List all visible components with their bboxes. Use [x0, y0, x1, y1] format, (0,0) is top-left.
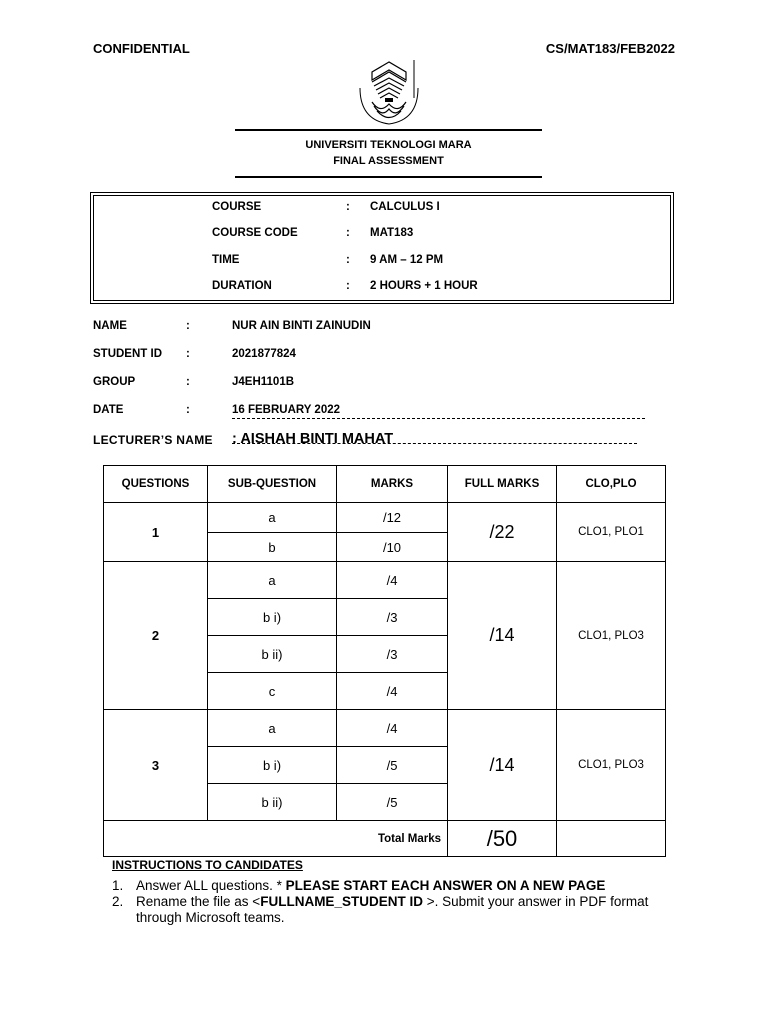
group-colon: :	[186, 376, 190, 388]
course-code-value: MAT183	[370, 227, 414, 239]
assessment-title: FINAL ASSESSMENT	[333, 155, 444, 167]
instruction-emphasis: PLEASE START EACH ANSWER ON A NEW PAGE	[285, 878, 606, 893]
clo-plo: CLO1, PLO3	[557, 710, 666, 821]
total-marks-value: /50	[448, 821, 557, 857]
duration-label: DURATION	[212, 280, 272, 292]
date-value: 16 FEBRUARY 2022	[232, 404, 341, 416]
time-label: TIME	[212, 254, 240, 266]
sub-question: c	[208, 673, 337, 710]
course-code-label: COURSE CODE	[212, 227, 298, 239]
sub-question: b ii)	[208, 784, 337, 821]
sub-marks: /12	[337, 503, 448, 533]
table-header-row	[104, 466, 666, 503]
total-row	[104, 821, 666, 857]
student-id-value: 2021877824	[232, 348, 296, 360]
lecturer-label: LECTURER’S NAME	[93, 433, 213, 447]
date-underline	[232, 418, 645, 419]
sub-question: b	[208, 533, 337, 562]
group-value: J4EH1101B	[232, 376, 295, 388]
name-value: NUR AIN BINTI ZAINUDIN	[232, 320, 371, 332]
sub-question: a	[208, 710, 337, 747]
header-confidential: CONFIDENTIAL	[93, 41, 190, 56]
header-questions: QUESTIONS	[104, 466, 208, 503]
title-rule-bottom	[235, 176, 542, 178]
header-paper-code: CS/MAT183/FEB2022	[545, 41, 675, 56]
student-id-label: STUDENT ID	[93, 348, 162, 360]
instructions-title: INSTRUCTIONS TO CANDIDATES	[112, 858, 303, 872]
time-colon: :	[346, 254, 350, 266]
instruction-text-cont: >. Submit your answer in PDF format	[422, 894, 649, 909]
total-empty-cell	[557, 821, 666, 857]
sub-question: a	[208, 562, 337, 599]
instruction-item	[112, 894, 648, 909]
sub-marks: /5	[337, 747, 448, 784]
full-marks: /22	[448, 503, 557, 562]
instruction-text: Answer ALL questions. *	[136, 878, 286, 893]
name-colon: :	[186, 320, 190, 332]
sub-marks: /10	[337, 533, 448, 562]
course-value: CALCULUS I	[370, 201, 440, 213]
date-label: DATE	[93, 404, 124, 416]
title-rule-top	[235, 129, 542, 131]
time-value: 9 AM – 12 PM	[370, 254, 444, 266]
sub-marks: /4	[337, 673, 448, 710]
instruction-number: 2.	[112, 894, 124, 909]
table-row	[104, 562, 666, 599]
lecturer-value: : AISHAH BINTI MAHAT	[232, 431, 394, 447]
course-colon: :	[346, 201, 350, 213]
student-id-colon: :	[186, 348, 190, 360]
instruction-item	[112, 878, 605, 893]
header-clo-plo: CLO,PLO	[557, 466, 666, 503]
clo-plo: CLO1, PLO3	[557, 562, 666, 710]
instruction-emphasis: FULLNAME_STUDENT ID	[260, 894, 423, 909]
sub-marks: /3	[337, 636, 448, 673]
instruction-number: 1.	[112, 878, 124, 893]
sub-question: b i)	[208, 599, 337, 636]
lecturer-underline	[232, 443, 637, 444]
full-marks: /14	[448, 710, 557, 821]
university-crest-icon	[358, 58, 420, 126]
sub-marks: /3	[337, 599, 448, 636]
table-row	[104, 710, 666, 747]
sub-question: b ii)	[208, 636, 337, 673]
sub-question: b i)	[208, 747, 337, 784]
course-code-colon: :	[346, 227, 350, 239]
instruction-text-line2: through Microsoft teams.	[136, 910, 285, 925]
course-label: COURSE	[212, 201, 262, 213]
university-name: UNIVERSITI TEKNOLOGI MARA	[305, 139, 472, 151]
question-number: 3	[104, 710, 208, 821]
sub-marks: /5	[337, 784, 448, 821]
total-marks-label: Total Marks	[104, 821, 448, 857]
full-marks: /14	[448, 562, 557, 710]
question-number: 1	[104, 503, 208, 562]
group-label: GROUP	[93, 376, 136, 388]
instruction-text: Rename the file as <	[136, 894, 261, 909]
duration-value: 2 HOURS + 1 HOUR	[370, 280, 478, 292]
header-full-marks: FULL MARKS	[448, 466, 557, 503]
sub-question: a	[208, 503, 337, 533]
table-row	[104, 503, 666, 533]
sub-marks: /4	[337, 562, 448, 599]
header-marks: MARKS	[337, 466, 448, 503]
sub-marks: /4	[337, 710, 448, 747]
clo-plo: CLO1, PLO1	[557, 503, 666, 562]
marks-table	[103, 465, 666, 857]
name-label: NAME	[93, 320, 127, 332]
header-sub-question: SUB-QUESTION	[208, 466, 337, 503]
duration-colon: :	[346, 280, 350, 292]
date-colon: :	[186, 404, 190, 416]
question-number: 2	[104, 562, 208, 710]
